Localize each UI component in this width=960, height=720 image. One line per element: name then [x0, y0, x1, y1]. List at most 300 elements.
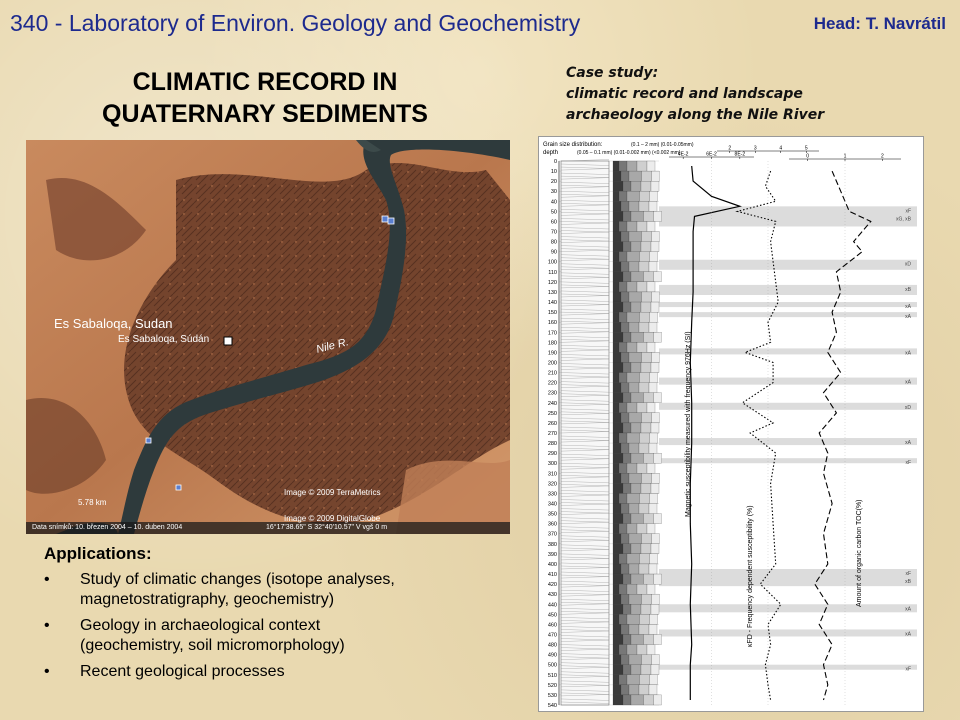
grain-size-cell	[631, 211, 644, 221]
slide-title: 340 - Laboratory of Environ. Geology and Geochemistry	[10, 10, 581, 36]
grain-size-cell	[641, 483, 651, 493]
grain-size-cell	[652, 171, 660, 181]
zone-band	[659, 604, 917, 612]
grain-size-cell	[650, 312, 658, 322]
grain-size-cell	[621, 292, 629, 302]
grain-size-cell	[627, 554, 640, 564]
grain-size-cell	[641, 544, 651, 554]
grain-size-cell	[621, 655, 629, 665]
bullet-icon: •	[44, 663, 50, 680]
depth-tick-label: 360	[547, 521, 557, 528]
grain-size-cell	[621, 685, 629, 695]
grain-size-cell	[637, 463, 647, 473]
grain-size-cell	[631, 272, 644, 282]
grain-size-cell	[629, 655, 642, 665]
grain-size-cell	[654, 574, 662, 584]
grain-size-cell	[654, 514, 662, 524]
grain-size-cell	[647, 342, 655, 352]
zone-band	[659, 312, 917, 317]
label-frequency-dependent: κFD - Frequency dependent susceptibility (%)	[747, 505, 754, 647]
grain-size-cell	[654, 453, 662, 463]
list-item-line1: Study of climatic changes (isotope analyses,	[80, 571, 395, 588]
depth-tick-label: 70	[550, 229, 557, 236]
grain-size-cell	[631, 634, 644, 644]
grain-size-cell	[654, 272, 662, 282]
grain-size-cell	[647, 645, 655, 655]
grain-size-cell	[651, 242, 659, 252]
grain-size-cell	[613, 332, 623, 342]
grain-size-cell	[639, 262, 649, 272]
depth-tick-label: 520	[547, 682, 557, 689]
grain-size-cell	[641, 665, 651, 675]
grain-size-cell	[613, 534, 621, 544]
grain-size-cell	[613, 201, 621, 211]
depth-tick-label: 260	[547, 420, 557, 427]
map-scale: 5.78 km	[78, 498, 107, 507]
zone-band	[659, 302, 917, 307]
grain-size-cell	[649, 685, 657, 695]
grain-size-cell	[619, 191, 627, 201]
grain-size-cell	[637, 342, 647, 352]
grain-size-cell	[642, 594, 652, 604]
grain-size-cell	[637, 161, 647, 171]
grain-size-cell	[651, 423, 659, 433]
grain-size-cell	[627, 584, 637, 594]
depth-tick-label: 330	[547, 491, 557, 498]
grain-size-cell	[647, 221, 655, 231]
grain-size-cell	[629, 232, 642, 242]
grain-size-cell	[627, 282, 637, 292]
grain-size-cell	[631, 665, 641, 675]
grain-size-cell	[623, 483, 631, 493]
grain-size-cell	[640, 433, 650, 443]
grain-size-cell	[613, 242, 623, 252]
grain-size-cell	[631, 574, 644, 584]
depth-tick-label: 460	[547, 622, 557, 629]
depth-tick-label: 480	[547, 642, 557, 649]
grain-size-cell	[613, 574, 623, 584]
grain-size-cell	[619, 463, 627, 473]
grain-size-cell	[621, 262, 629, 272]
grain-size-cell	[613, 453, 623, 463]
grain-size-cell	[613, 302, 623, 312]
grain-size-cell	[637, 403, 647, 413]
depth-tick-label: 210	[547, 370, 557, 377]
grain-size-column	[613, 161, 662, 705]
grain-size-cell	[627, 493, 640, 503]
grain-size-cell	[613, 262, 621, 272]
depth-tick-label: 320	[547, 481, 557, 488]
grain-size-cell	[649, 383, 657, 393]
grain-size-cell	[623, 302, 631, 312]
zone-label: xA	[905, 379, 911, 386]
legend-row1: (0.1 – 2 mm) (0.01-0.05mm)	[631, 142, 694, 148]
axis-tick-label: 3	[753, 145, 757, 152]
grain-size-cell	[627, 221, 637, 231]
depth-tick-label: 280	[547, 441, 557, 448]
grain-size-cell	[613, 413, 621, 423]
grain-size-cell	[619, 373, 627, 383]
grain-size-cell	[639, 443, 649, 453]
axis-tick-label: 4E-2	[677, 151, 689, 158]
depth-tick-label: 190	[547, 350, 557, 357]
depth-tick-label: 200	[547, 360, 557, 367]
slide-header	[0, 0, 960, 50]
grain-size-cell	[619, 614, 627, 624]
list-item	[44, 616, 514, 656]
stratigraphic-chart-svg	[539, 137, 923, 711]
axis-tick-label: 5	[804, 145, 808, 152]
grain-size-cell	[639, 322, 649, 332]
grain-size-cell	[627, 675, 640, 685]
grain-size-cell	[613, 514, 623, 524]
grain-size-cell	[627, 614, 640, 624]
river-label: Nile R.	[315, 336, 350, 356]
case-study-line2: climatic record and landscape	[566, 86, 803, 102]
grain-size-cell	[623, 665, 631, 675]
grain-size-cell	[613, 645, 619, 655]
grain-size-cell	[631, 544, 641, 554]
case-study-line3: archaeology along the Nile River	[566, 107, 825, 123]
depth-tick-label: 450	[547, 612, 557, 619]
grain-size-cell	[621, 564, 629, 574]
grain-size-cell	[651, 604, 659, 614]
grain-size-cell	[640, 493, 650, 503]
grain-size-cell	[631, 332, 644, 342]
depth-tick-label: 440	[547, 602, 557, 609]
grain-size-cell	[623, 604, 631, 614]
grain-size-cell	[619, 312, 627, 322]
grain-size-cell	[652, 473, 660, 483]
grain-size-cell	[651, 181, 659, 191]
depth-tick-label: 370	[547, 531, 557, 538]
grain-size-cell	[641, 242, 651, 252]
grain-size-cell	[639, 504, 649, 514]
depth-tick-label: 540	[547, 703, 557, 709]
grain-size-cell	[631, 181, 641, 191]
grain-size-cell	[619, 554, 627, 564]
list-item-line2: (geochemistry, soil micromorphology)	[80, 637, 345, 654]
grain-size-cell	[613, 695, 623, 705]
depth-tick-label: 100	[547, 259, 557, 266]
grain-size-cell	[613, 342, 619, 352]
depth-tick-label: 240	[547, 400, 557, 407]
applications-section	[44, 544, 514, 688]
zone-band	[659, 348, 917, 357]
grain-size-cell	[652, 292, 660, 302]
grain-size-cell	[631, 695, 644, 705]
grain-size-cell	[613, 322, 621, 332]
legend-row2: (0.05 – 0.1 mm) (0.01-0.002 mm) (<0.002 mm)	[577, 150, 681, 156]
lithology-column	[561, 160, 609, 706]
grain-size-cell	[640, 614, 650, 624]
grain-size-cell	[644, 332, 654, 342]
grain-size-cell	[623, 574, 631, 584]
grain-size-cell	[637, 645, 647, 655]
grain-size-cell	[627, 342, 637, 352]
depth-tick-label: 10	[550, 169, 557, 176]
depth-tick-label: 410	[547, 572, 557, 579]
zone-label: xF	[905, 208, 911, 215]
depth-tick-label: 510	[547, 672, 557, 679]
zone-label: xF	[905, 666, 911, 673]
grain-size-cell	[613, 624, 621, 634]
applications-list	[44, 570, 514, 682]
label-organic-carbon: Amount of organic carbon TOC(%)	[856, 499, 863, 607]
grain-size-cell	[623, 242, 631, 252]
depth-tick-label: 60	[550, 219, 557, 226]
grain-size-cell	[619, 342, 627, 352]
grain-size-cell	[654, 332, 662, 342]
grain-size-cell	[650, 191, 658, 201]
list-item-line1: Geology in archaeological context	[80, 617, 321, 634]
depth-tick-label: 110	[548, 269, 557, 276]
section-title	[40, 66, 490, 130]
grain-size-cell	[650, 373, 658, 383]
grain-size-cell	[631, 393, 644, 403]
applications-title: Applications:	[44, 544, 152, 563]
grain-size-cell	[619, 524, 627, 534]
map-footer-right: 16°17'38.65" S 32°40'10.57" V vgš 0 m	[266, 524, 388, 531]
grain-size-cell	[629, 473, 642, 483]
grain-size-cell	[641, 302, 651, 312]
grain-size-cell	[629, 534, 642, 544]
zone-label: xA	[905, 606, 911, 613]
grain-size-cell	[631, 453, 644, 463]
zone-label: xA	[905, 631, 911, 638]
place-label-small: Es Sabaloqa, Súdán	[118, 334, 210, 345]
grain-size-cell	[654, 393, 662, 403]
depth-tick-label: 430	[547, 592, 557, 599]
grain-size-cell	[651, 302, 659, 312]
grain-size-cell	[640, 675, 650, 685]
grain-size-cell	[623, 423, 631, 433]
zone-label: xA	[905, 304, 911, 311]
depth-tick-label: 50	[550, 209, 557, 216]
grain-size-cell	[613, 463, 619, 473]
grain-size-cell	[621, 473, 629, 483]
grain-size-cell	[644, 393, 654, 403]
grain-size-cell	[649, 262, 657, 272]
grain-size-cell	[627, 312, 640, 322]
grain-size-cell	[627, 463, 637, 473]
grain-size-cell	[639, 564, 649, 574]
grain-size-cell	[631, 242, 641, 252]
grain-size-cell	[651, 483, 659, 493]
zone-label: xF	[905, 571, 911, 577]
grain-size-cell	[642, 655, 652, 665]
grain-size-cell	[639, 201, 649, 211]
depth-tick-label: 130	[547, 289, 557, 296]
axis-tick-label: 2	[728, 145, 732, 152]
grain-size-cell	[619, 584, 627, 594]
grain-size-cell	[641, 181, 651, 191]
grain-size-cell	[627, 645, 637, 655]
grain-size-cell	[623, 393, 631, 403]
grain-size-cell	[623, 181, 631, 191]
zone-band	[659, 260, 917, 270]
grain-size-cell	[631, 423, 641, 433]
depth-tick-label: 270	[547, 431, 557, 437]
grain-size-cell	[629, 262, 639, 272]
grain-size-cell	[623, 362, 631, 372]
depth-tick-label: 80	[550, 239, 557, 246]
grain-size-cell	[613, 564, 621, 574]
grain-size-cell	[654, 211, 662, 221]
grain-size-cell	[613, 443, 621, 453]
grain-size-cell	[650, 493, 658, 503]
bullet-icon: •	[44, 617, 50, 634]
grain-size-cell	[613, 675, 619, 685]
grain-size-cell	[647, 282, 655, 292]
grain-size-cell	[641, 604, 651, 614]
label-susceptibility: Magnetic susceptibility measured with frequency 976Hz (SI)	[685, 331, 692, 517]
zone-label: xA	[905, 440, 911, 447]
series-line	[815, 171, 871, 700]
grain-size-cell	[644, 695, 654, 705]
depth-tick-label: 310	[547, 471, 557, 478]
grain-size-cell	[647, 463, 655, 473]
map-copyright-1: Image © 2009 TerraMetrics	[284, 488, 381, 497]
grain-size-cell	[613, 362, 623, 372]
zone-band	[659, 403, 917, 410]
grain-size-cell	[619, 433, 627, 443]
grain-size-cell	[629, 685, 639, 695]
grain-size-cell	[619, 403, 627, 413]
grain-size-cell	[631, 514, 644, 524]
grain-size-cell	[621, 171, 629, 181]
grain-size-cell	[621, 383, 629, 393]
grain-size-cell	[613, 312, 619, 322]
zone-band	[659, 458, 917, 463]
grain-size-cell	[619, 645, 627, 655]
grain-size-cell	[613, 685, 621, 695]
grain-size-cell	[623, 514, 631, 524]
grain-size-cell	[642, 352, 652, 362]
depth-tick-label: 530	[547, 692, 557, 699]
grain-size-cell	[613, 403, 619, 413]
zone-band	[659, 438, 917, 445]
grain-size-cell	[641, 423, 651, 433]
depth-tick-label: 160	[547, 320, 557, 327]
grain-size-cell	[613, 272, 623, 282]
zone-label: xB	[905, 286, 911, 293]
map-footer-left: Data snímků: 10. březen 2004 – 10. duben 2004	[32, 524, 183, 531]
depth-tick-label: 170	[547, 330, 557, 337]
zone-label: xB	[905, 579, 911, 585]
axis-tick-label: 1	[843, 153, 847, 160]
grain-size-cell	[629, 383, 639, 393]
grain-size-cell	[619, 252, 627, 262]
grain-size-cell	[644, 211, 654, 221]
zone-band	[659, 569, 917, 586]
grain-size-cell	[654, 695, 662, 705]
grain-size-cell	[644, 514, 654, 524]
zone-label: xD	[904, 404, 911, 411]
grain-size-cell	[613, 604, 623, 614]
grain-size-cell	[613, 181, 623, 191]
grain-size-cell	[649, 564, 657, 574]
depth-tick-label: 150	[547, 310, 557, 317]
grain-size-cell	[627, 524, 637, 534]
grain-size-cell	[627, 373, 640, 383]
zone-label: xA	[905, 314, 911, 321]
grain-size-cell	[613, 634, 623, 644]
grain-size-cell	[640, 191, 650, 201]
grain-size-cell	[640, 373, 650, 383]
grain-size-cell	[631, 362, 641, 372]
depth-tick-label: 120	[547, 279, 557, 286]
grain-size-cell	[650, 614, 658, 624]
grain-size-cell	[640, 312, 650, 322]
grain-size-cell	[613, 665, 623, 675]
grain-size-cell	[639, 383, 649, 393]
list-item	[44, 570, 514, 610]
grain-size-cell	[642, 534, 652, 544]
grain-size-cell	[649, 624, 657, 634]
depth-tick-label: 20	[550, 179, 557, 186]
grain-size-cell	[629, 504, 639, 514]
grain-size-cell	[613, 423, 623, 433]
zone-band	[659, 378, 917, 385]
grain-size-cell	[621, 322, 629, 332]
section-title-line1: CLIMATIC RECORD IN	[132, 68, 398, 96]
grain-size-cell	[613, 614, 619, 624]
depth-tick-label: 500	[547, 662, 557, 669]
axis-tick-label: 6E-2	[706, 151, 717, 158]
depth-tick-label: 380	[547, 541, 557, 548]
grain-size-cell	[640, 554, 650, 564]
grain-size-cell	[619, 161, 627, 171]
grain-size-cell	[613, 171, 621, 181]
grain-size-cell	[650, 252, 658, 262]
grain-size-cell	[621, 413, 629, 423]
grain-size-cell	[651, 362, 659, 372]
zone-band	[659, 665, 917, 670]
grain-size-cell	[613, 352, 621, 362]
depth-tick-label: 40	[550, 199, 557, 206]
grain-size-cell	[639, 624, 649, 634]
grain-size-cell	[647, 524, 655, 534]
grain-size-cell	[652, 594, 660, 604]
depth-tick-label: 30	[550, 189, 557, 196]
grain-size-cell	[639, 685, 649, 695]
grain-size-cell	[623, 544, 631, 554]
zone-band	[659, 629, 917, 636]
grain-size-cell	[623, 695, 631, 705]
depth-tick-label: 300	[547, 461, 557, 468]
grain-size-cell	[649, 201, 657, 211]
axis-tick-label: 4	[779, 145, 783, 152]
grain-size-cell	[613, 594, 621, 604]
case-study-caption	[566, 63, 824, 126]
bullet-icon: •	[44, 571, 50, 588]
grain-size-cell	[644, 453, 654, 463]
axis-tick-label: 0	[806, 153, 810, 160]
zone-band	[659, 285, 917, 295]
grain-size-cell	[623, 211, 631, 221]
depth-tick-label: 340	[547, 501, 557, 508]
grain-size-cell	[627, 433, 640, 443]
grain-size-cell	[651, 544, 659, 554]
grain-size-cell	[647, 584, 655, 594]
grain-size-cell	[651, 665, 659, 675]
grain-size-cell	[613, 292, 621, 302]
legend-title: Grain size distribution:	[543, 142, 603, 148]
grain-size-cell	[629, 564, 639, 574]
list-item-line2: magnetostratigraphy, geochemistry)	[80, 591, 335, 608]
head-name: Head: T. Navrátil	[813, 14, 946, 33]
